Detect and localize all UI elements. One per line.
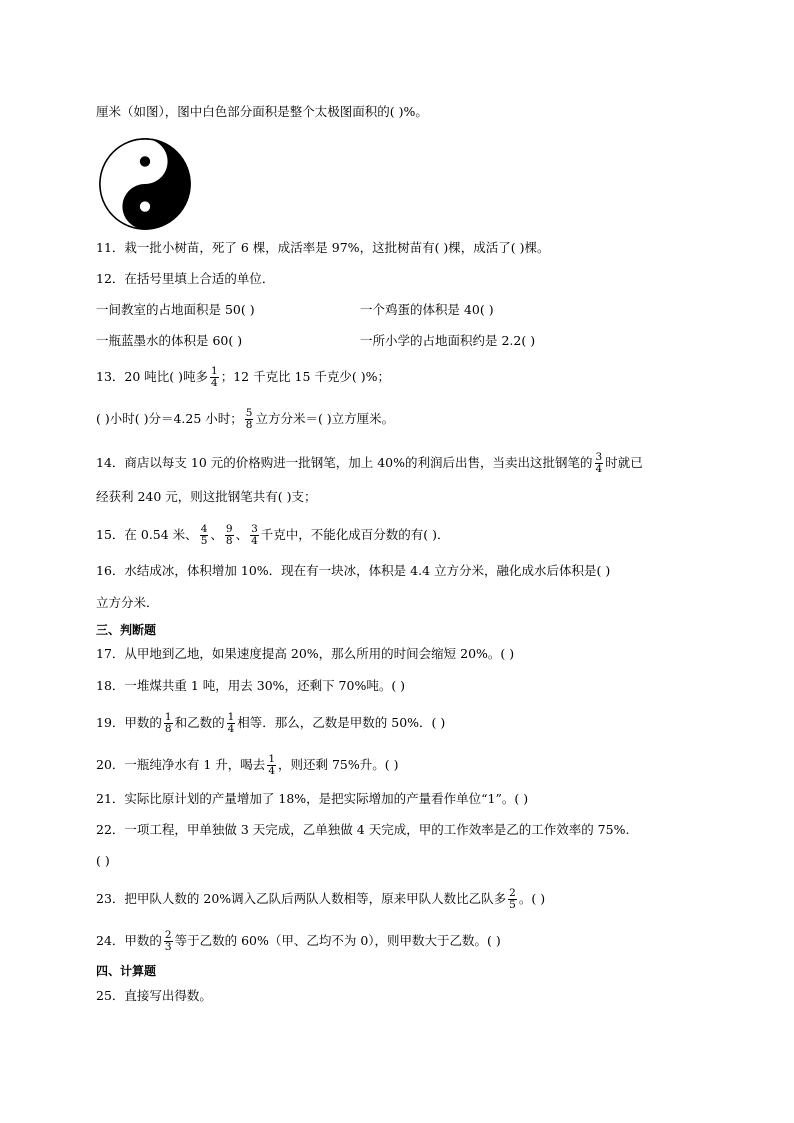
q15-text-d: 千克中，不能化成百分数的有( )． (260, 527, 450, 542)
q13-text-d: 立方分米＝( )立方厘米。 (255, 411, 395, 426)
q15-text-a: 15．在 0.54 米、 (96, 527, 198, 542)
q20-line (96, 754, 398, 777)
fraction-three-fourths-2: $\frac{3}{4}$ (251, 523, 258, 547)
q13-text-c: ( )小时( )分＝4.25 小时； (96, 411, 243, 426)
q16-line2: 立方分米． (96, 595, 159, 610)
q15-line (96, 524, 450, 547)
q22-line2: ( ) (96, 853, 110, 868)
fraction-one-fourth-2: $\frac{1}{4}$ (227, 711, 235, 735)
q10-text: 厘米（如图），图中白色部分面积是整个太极图面积的( )%。 (96, 104, 428, 119)
q24-text-a: 24．甲数的 (96, 933, 162, 948)
q19-text-b: 和乙数的 (174, 715, 225, 730)
q21-text: 21．实际比原计划的产量增加了 18%，是把实际增加的产量看作单位“1”。( ) (96, 791, 529, 806)
q12-item-egg: 一个鸡蛋的体积是 40( ) (360, 302, 494, 317)
q19-text-c: 相等．那么，乙数是甲数的 50%．( ) (237, 715, 446, 730)
fraction-nine-eighths: $\frac{9}{8}$ (225, 523, 233, 547)
q13-text-b: ；12 千克比 15 千克少( )%； (220, 369, 391, 384)
q17-text: 17．从甲地到乙地，如果速度提高 20%，那么所用的时间会缩短 20%。( ) (96, 646, 515, 661)
yin-yang-icon (98, 137, 192, 231)
q12-item-ink: 一瓶蓝墨水的体积是 60( ) (96, 333, 243, 348)
q13-line2 (96, 408, 394, 431)
fraction-one-eighth: $\frac{1}{8}$ (164, 711, 172, 735)
q15-text-c: 、 (235, 527, 249, 542)
q15-text-b: 、 (210, 527, 223, 542)
fraction-two-fifths: $\frac{2}{5}$ (509, 887, 516, 911)
q13-text-a: 13．20 吨比( )吨多 (96, 369, 209, 384)
q24-text-b: 等于乙数的 60%（甲、乙均不为 0），则甲数大于乙数。( ) (174, 933, 501, 948)
q19-text-a: 19．甲数的 (96, 715, 162, 730)
q24-line (96, 930, 501, 953)
q13-line1 (96, 366, 390, 389)
q12-item-classroom: 一间教室的占地面积是 50( ) (96, 302, 255, 317)
fraction-four-fifths: $\frac{4}{5}$ (200, 523, 208, 547)
fraction-one-fourth-3: $\frac{1}{4}$ (268, 753, 275, 777)
q14-text-b: 时就已 (605, 455, 643, 470)
q16-line1: 16．水结成冰，体积增加 10%．现在有一块冰，体积是 4.4 立方分米，融化成水后体积是( ) (96, 563, 611, 578)
fraction-five-eighths: $\frac{5}{8}$ (245, 407, 253, 431)
section-heading-judgement: 三、判断题 (96, 623, 157, 637)
fraction-one-fourth: $\frac{1}{4}$ (211, 365, 218, 389)
q22-line1: 22．一项工程，甲单独做 3 天完成，乙单独做 4 天完成，甲的工作效率是乙的工作效率的 75%. (96, 822, 630, 837)
q23-text-b: 。( ) (518, 891, 546, 906)
q23-line (96, 888, 545, 911)
q20-text-b: ，则还剩 75%升。( ) (278, 757, 399, 772)
q23-text-a: 23．把甲队人数的 20%调入乙队后两队人数相等，原来甲队人数比乙队多 (96, 891, 507, 906)
fraction-two-thirds: $\frac{2}{3}$ (164, 929, 172, 953)
q14-text-a: 14．商店以每支 10 元的价格购进一批钢笔，加上 40%的利润后出售，当卖出这批钢笔的 (96, 455, 593, 470)
section-heading-calculation: 四、计算题 (96, 964, 157, 978)
q20-text-a: 20．一瓶纯净水有 1 升，喝去 (96, 757, 266, 772)
q25-text: 25．直接写出得数。 (96, 988, 212, 1003)
q12-item-school: 一所小学的占地面积约是 2.2( ) (360, 333, 536, 348)
q11-text: 11．栽一批小树苗，死了 6 棵，成活率是 97%，这批树苗有( )棵，成活了( )棵。 (96, 240, 550, 255)
fraction-three-fourths: $\frac{3}{4}$ (595, 451, 603, 475)
q12-text: 12．在括号里填上合适的单位． (96, 271, 275, 286)
q14-line2: 经获利 240 元，则这批钢笔共有( )支； (96, 489, 317, 504)
q19-line (96, 712, 445, 735)
q18-text: 18．一堆煤共重 1 吨，用去 30%，还剩下 70%吨。( ) (96, 678, 406, 693)
q14-line1 (96, 452, 643, 475)
